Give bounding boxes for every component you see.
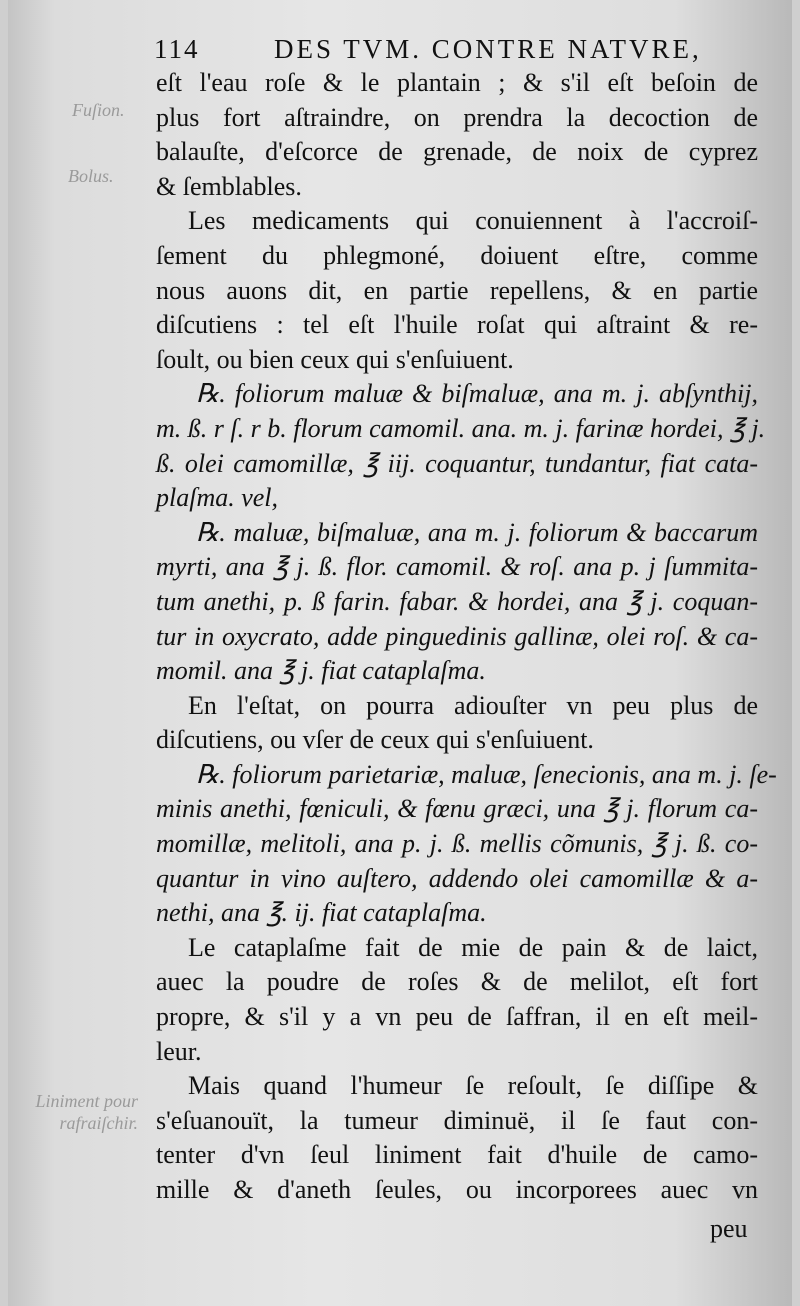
text-line: diſcutiens : tel eſt l'huile roſat qui aſtraint & re-	[156, 310, 758, 340]
text-line: auec la poudre de roſes & de melilot, eſt fort	[156, 967, 758, 997]
recipe-line: ℞. foliorum parietariæ, maluæ, ſenecionis, ana m. j. ſe-	[196, 759, 777, 789]
margin-note: Liniment pour rafraiſchir.	[35, 1091, 138, 1133]
recipe-line: ℞. foliorum maluæ & biſmaluæ, ana m. j. abſynthij,	[196, 379, 758, 409]
text-line: ſoult, ou bien ceux qui s'enſuiuent.	[156, 344, 514, 374]
text-line: Le cataplaſme fait de mie de pain & de laict,	[188, 932, 758, 962]
text-line: & ſemblables.	[156, 171, 302, 201]
text-line: leur.	[156, 1036, 202, 1066]
margin-note: Fuſion.	[72, 100, 125, 120]
text-line: nous auons dit, en partie repellens, & en partie	[156, 275, 758, 305]
text-line: ſement du phlegmoné, doiuent eſtre, comme	[156, 240, 758, 270]
text-line: Les medicaments qui conuiennent à l'accroiſ-	[188, 206, 758, 236]
recipe-line: ß. olei camomillæ, ℥ iij. coquantur, tundantur, fiat cata-	[156, 448, 758, 478]
text-line: mille & d'aneth ſeules, ou incorporees auec vn	[156, 1175, 758, 1204]
text-line: En l'eſtat, on pourra adiouſter vn peu plus de	[188, 690, 758, 720]
recipe-line: minis anethi, fœniculi, & fœnu græci, una ℥ j. florum ca-	[156, 794, 758, 824]
text-line: tenter d'vn ſeul liniment fait d'huile de camo-	[156, 1140, 758, 1170]
text-line: Mais quand l'humeur ſe reſoult, ſe diſſipe &	[188, 1071, 758, 1101]
recipe-line: nethi, ana ℥. ij. fiat cataplaſma.	[156, 898, 487, 928]
recipe-line: myrti, ana ℥ j. ß. flor. camomil. & roſ. ana p. j ſummita-	[156, 552, 758, 582]
text-body	[156, 66, 777, 1208]
page-number: 114	[154, 34, 200, 64]
text-line: diſcutiens, ou vſer de ceux qui s'enſuiuent.	[156, 725, 594, 755]
recipe-line: plaſma. vel,	[156, 483, 279, 513]
recipe-line: tum anethi, p. ß farin. fabar. & hordei, ana ℥ j. coquan-	[156, 586, 758, 616]
recipe-line: momillæ, melitoli, ana p. j. ß. mellis cõmunis, ℥ j. ß. co-	[156, 829, 758, 859]
text-line: s'eſuanouït, la tumeur diminuë, il ſe faut con-	[156, 1105, 758, 1135]
text-line: propre, & s'il y a vn peu de ſaffran, il en eſt meil-	[156, 1002, 758, 1032]
recipe-line: quantur in vino auſtero, addendo olei camomillæ & a-	[156, 863, 758, 893]
recipe-line: momil. ana ℥ j. fiat cataplaſma.	[156, 656, 486, 686]
text-line: plus fort aſtraindre, on prendra la decoction de	[156, 102, 758, 132]
text-line: eſt l'eau roſe & le plantain ; & s'il eſt beſoin de	[156, 68, 758, 97]
catchword: peu	[710, 1214, 748, 1243]
margin-note: Bolus.	[68, 166, 114, 186]
recipe-line: tur in oxycrato, adde pinguedinis gallinæ, olei roſ. & ca-	[156, 621, 758, 651]
running-title: DES TVM. CONTRE NATVRE,	[274, 34, 702, 64]
recipe-line: m. ß. r ſ. r b. florum camomil. ana. m. j. farinæ hordei, ℥ j.	[156, 413, 766, 443]
recipe-line: ℞. maluæ, biſmaluæ, ana m. j. foliorum & baccarum	[196, 517, 758, 547]
text-line: balauſte, d'eſcorce de grenade, de noix de cyprez	[156, 137, 758, 167]
book-page	[8, 0, 792, 1306]
